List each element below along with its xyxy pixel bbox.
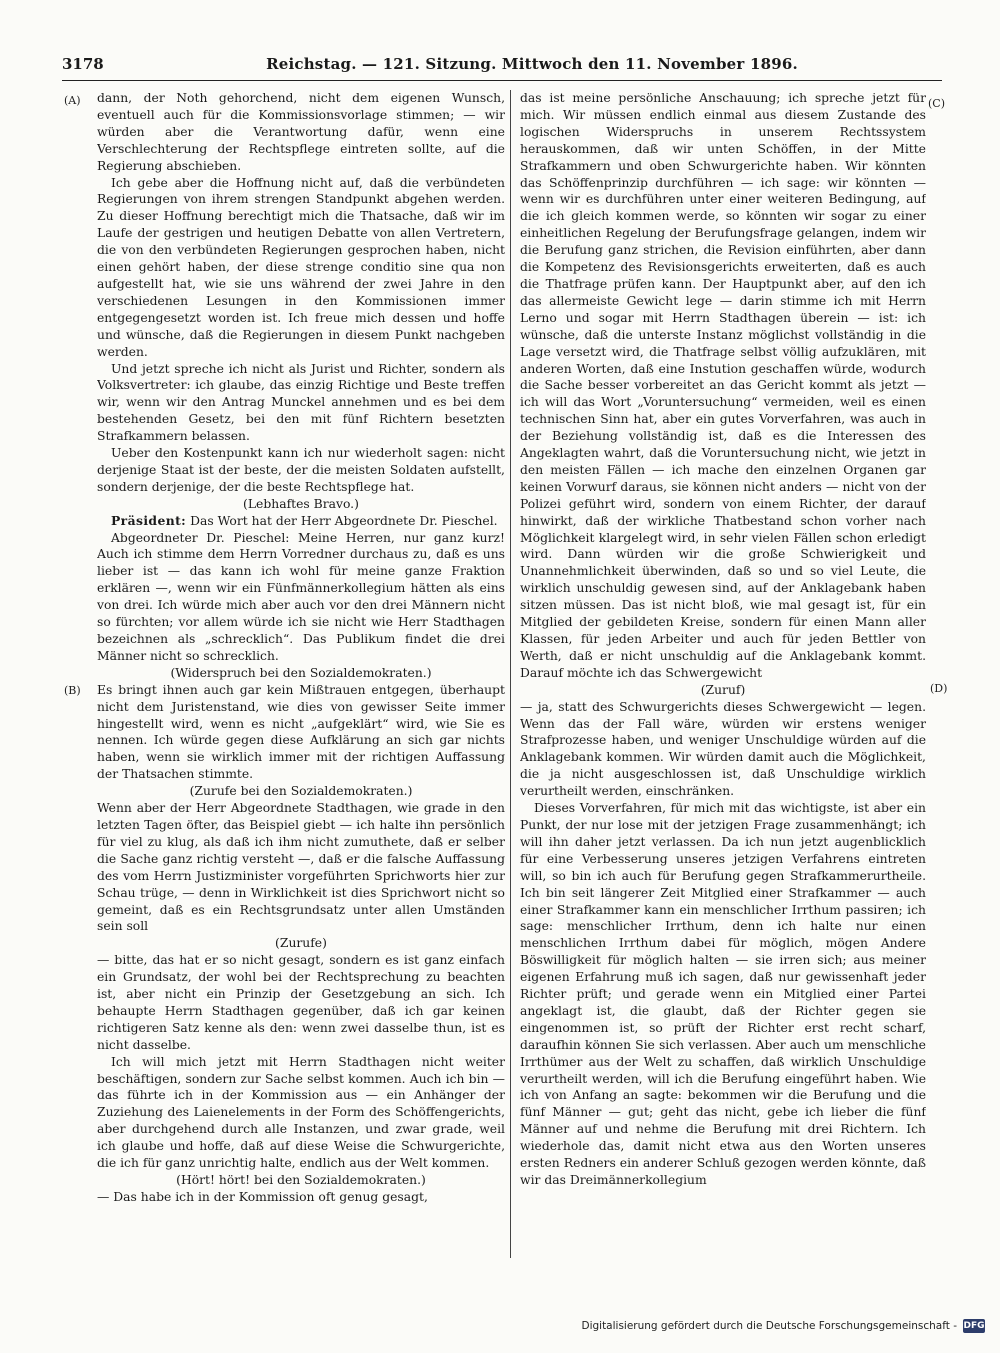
paragraph — [97, 952, 505, 1053]
paragraph-text: das ist meine persönliche Anschauung; ich spreche jetzt für mich. Wir müssen endlich einmal aus diesem Zustande des logischen Widerspruchs in unserem Rechtssystem herauskommen, daß wir unten Schöffen, in der Mitte Strafkammern und oben Schwurgerichte haben. Wir könnten das Schöffenprinzip durchführen — ich sage: wir könnten — wenn wir es durchführen unter einer weiteren Bedingung, auf die ich gleich kommen werde, so könnten wir sogar zu einer einheitlichen Regelung der Berufungsfrage gelangen, indem wir die Berufung ganz strichen, die Revision einführten, aber dann die Kompetenz des Revisionsgerichts erweiterten, daß es auch die Thatfrage prüfen kann. Der Hauptpunkt aber, auf den ich das allermeiste Gewicht lege — darin stimme ich mit Herrn Lerno und sogar mit Herrn Stadthagen überein — ist: ich wünsche, daß die unterste Instanz möglichst vollständig in die Lage versetzt wird, die Thatfrage selbst völlig aufzuklären, mit anderen Worten, daß eine Instution geschaffen würde, wodurch die Sache besser vorbereitet an das Gericht kommt als jetzt — ich will das Wort „Voruntersuchung“ vermeiden, weil es einen technischen Sinn hat, aber ein gutes Vorverfahren, was auch in der Beziehung vollständig ist, daß es die Interessen des Angeklagten wahrt, daß die Voruntersuchung nicht, wie jetzt in den meisten Fällen — ich mache den einzelnen Organen gar keinen Vorwurf daraus, sie können nicht anders — nicht von der Polizei geführt wird, sondern von einem Richter, der darauf hinwirkt, daß der wirkliche Thatbestand schon vorher nach Möglichkeit klargelegt wird, in sehr vielen Fällen schon erledigt wird. Dann würden wir die große Schwierigkeit und Unannehmlichkeit überwinden, daß so und so viel Leute, die wirklich unschuldig gewesen sind, auf der Anklagebank haben sitzen müssen. Das ist nicht bloß, wie mal gesagt ist, für ein Mitglied der gebildeten Kreise, sondern für einen Mann aller Klassen, für jeden Arbeiter und auch für jeden Bettler von Werth, daß er nicht unschuldig auf die Anklagebank kommt. Darauf möchte ich das Schwergewicht — [520, 91, 926, 680]
paragraph-text: (Zuruf) — [700, 682, 746, 697]
paragraph — [97, 800, 505, 935]
interjection — [97, 665, 505, 682]
dfg-logo: DFG — [963, 1321, 985, 1331]
paragraph-text: (Zurufe) — [275, 936, 327, 951]
paragraph-text: (Zurufe bei den Sozialdemokraten.) — [189, 784, 413, 799]
paragraph — [97, 530, 505, 665]
paragraph-text: Ich gebe aber die Hoffnung nicht auf, daß die verbündeten Regierungen von ihrem strengen Standpunkt abgehen werden. Zu dieser Hoffnung berechtigt mich die Thatsache, daß wir im Laufe der gestrigen und heutigen Debatte von allen Vertretern, die von den verbündeten Regierungen gesprochen haben, nicht einen gehört haben, der diese strenge conditio sine qua non aufgestellt hat, wie sie uns während der zwei Jahre in den verschiedenen Lesungen in den Kommissionen immer entgegengesetzt worden ist. Ich freue mich dessen und hoffe und wünsche, daß die Regierungen in diesem Punkt nachgeben werden. — [97, 175, 505, 359]
paragraph-text: (Widerspruch bei den Sozialdemokraten.) — [170, 665, 432, 680]
interjection — [97, 1172, 505, 1189]
interjection — [97, 496, 505, 513]
left-column — [97, 90, 505, 1265]
paragraph-text: dann, der Noth gehorchend, nicht dem eigenen Wunsch, eventuell auch für die Kommissionsvorlage stimmen; — wir würden aber die Verantwortung dafür, wenn eine Verschlechterung der Rechtspflege eintreten sollte, auf die Regierung abschieben. — [97, 91, 505, 173]
speaker-label: Präsident: — [111, 512, 187, 528]
paragraph-text: — ja, statt des Schwurgerichts dieses Schwergewicht — legen. Wenn das der Fall wäre, würden wir erstens weniger Strafprozesse haben, und weniger Unschuldige würden auf die Anklagebank kommen. Wir würden damit auch die Möglichkeit, die ja nicht ausgeschlossen ist, daß Unschuldige wirklich verurtheilt werden, einschränken. — [520, 699, 926, 799]
paragraph-text: (Lebhaftes Bravo.) — [243, 496, 359, 511]
interjection — [520, 682, 926, 699]
interjection — [97, 935, 505, 952]
paragraph-text: (Hört! hört! bei den Sozialdemokraten.) — [176, 1173, 426, 1187]
paragraph — [97, 1054, 505, 1172]
margin-marker-d: (D) — [930, 682, 948, 695]
paragraph-text: Ueber den Kostenpunkt kann ich nur wiederholt sagen: nicht derjenige Staat ist der beste, der die meisten Soldaten aufstellt, sondern derjenige, der die beste Rechtspflege hat. — [97, 446, 505, 494]
paragraph-text: Ich will mich jetzt mit Herrn Stadthagen nicht weiter beschäftigen, sondern zur Sache selbst kommen. Auch ich bin — das führte ich in der Kommission aus — ein Anhänger der Zuziehung des Laienelements in der Form des Schöffengerichts, aber durchgehend durch alle Instanzen, und zwar grade, weil ich glaube und hoffe, daß auf diese Weise die Schwurgerichte, die ich für ganz unrichtig halte, endlich aus der Welt kommen. — [97, 1054, 505, 1171]
margin-marker-b: (B) — [64, 684, 81, 697]
paragraph — [97, 361, 505, 446]
paragraph-text: Es bringt ihnen auch gar kein Mißtrauen entgegen, überhaupt nicht dem Juristenstand, wie dies von gewisser Seite immer hingestellt wird, wenn es nicht „aufgeklärt“ wird, wie Sie es nennen. Ich würde gegen diese Aufklärung an sich gar nichts haben, wenn sie wirklich immer mit der richtigen Auffassung der Thatsachen stimmte. — [97, 682, 505, 782]
paragraph-text: Und jetzt spreche ich nicht als Jurist und Richter, sondern als Volksvertreter: ich glaube, das einzig Richtige und Beste treffen wir, wenn wir den Antrag Munckel annehmen und es bei dem bestehenden Gesetz, bei den mit fünf Richtern besetzten Strafkammern belassen. — [97, 361, 505, 444]
paragraph-text: — bitte, das hat er so nicht gesagt, sondern es ist ganz einfach ein Grundsatz, der wohl bei der Rechtsprechung zu beachten ist, aber nicht ein Prinzip der Gesetzgebung an sich. Ich behaupte Herrn Stadthagen gegenüber, daß ich gar keinen richtigeren Satz kenne als den: wenn zwei dasselbe thun, ist es nicht dasselbe. — [97, 953, 505, 1052]
paragraph — [97, 513, 505, 530]
paragraph-text: Das Wort hat der Herr Abgeordnete Dr. Pieschel. — [186, 513, 498, 528]
footer-credit-text: Digitalisierung gefördert durch die Deutsche Forschungsgemeinschaft - — [581, 1320, 957, 1332]
paragraph-text: Wenn aber der Herr Abgeordnete Stadthagen, wie grade in den letzten Tagen öfter, das Beispiel giebt — ich halte ihn persönlich für viel zu klug, als daß ich ihm nicht zumuthete, daß er selber die Sache ganz richtig versteht —, daß er die falsche Auffassung des vom Herrn Justizminister vorgeführten Sprichworts hier zur Schau trüge, — denn in Wirklichkeit ist dies Sprichwort nicht so gemeint, daß es ein Rechtsgrundsatz unter allen Umständen sein soll — [97, 801, 505, 934]
paragraph-text: — Das habe ich in der Kommission oft genug gesagt, — [97, 1189, 428, 1204]
paragraph — [97, 1189, 505, 1206]
header-rule — [62, 80, 942, 81]
interjection — [97, 783, 505, 800]
paragraph — [97, 175, 505, 361]
paragraph — [520, 90, 926, 682]
paragraph — [97, 90, 505, 175]
right-column — [520, 90, 926, 1265]
paragraph — [97, 445, 505, 496]
margin-marker-a: (A) — [64, 94, 81, 107]
paragraph — [520, 699, 926, 800]
margin-marker-c: (C) — [928, 97, 945, 110]
running-title: Reichstag. — 121. Sitzung. Mittwoch den 11. November 1896. — [266, 55, 798, 73]
paragraph-text: Dieses Vorverfahren, für mich mit das wichtigste, ist aber ein Punkt, der nur lose mit der jetzigen Frage zusammenhängt; ich will ihn daher jetzt verlassen. Da ich nun jetzt augenblicklich für eine Verbesserung unseres jetzigen Verfahrens eintreten will, so bin ich auch für Berufung gegen Strafkammerurtheile. Ich bin seit längerer Zeit Mitglied einer Strafkammer — auch einer Strafkammer kann ein menschlicher Irrthum passiren; ich sage: menschlicher Irrthum, denn ich halte nur einen menschlichen Irrthum dabei für möglich, mögen Andere Böswilligkeit für möglich halten — sie irren sich; aus meiner eigenen Erfahrung muß ich sagen, daß nur gewissenhaft jeder Richter prüft; und gerade wenn ein Mitglied einer Partei angeklagt ist, die glaubt, daß der Richter gegen sie eingenommen ist, so prüft der Richter erst recht scharf, daraufhin können Sie sich verlassen. Aber auch um menschliche Irrthümer aus der Welt zu schaffen, daß wirklich Unschuldige verurtheilt werden, will ich die Berufung eingeführt haben. Wie ich von Anfang an sagte: bekommen wir die Berufung und die fünf Männer — gut; geht das nicht, gebe ich lieber die fünf Männer auf und nehme die Berufung mit drei Richtern. Ich wiederhole das, damit nicht etwa aus den Worten unseres ersten Redners ein anderer Schluß gezogen werden könnte, daß wir das Dreimännerkollegium — [520, 801, 926, 1187]
column-divider — [510, 90, 511, 1258]
running-header — [62, 55, 942, 77]
paragraph-text: Abgeordneter Dr. Pieschel: Meine Herren, nur ganz kurz! Auch ich stimme dem Herrn Vorredner durchaus zu, daß es uns lieber ist — das kann ich wohl für meine ganze Fraktion erklären —, wenn wir ein Fünfmännerkollegium hätten als eins von drei. Ich würde mich aber auch vor den drei Männern nicht so fürchten; vor allem würde ich sie nicht wie Herr Stadthagen bezeichnen als „schrecklich“. Das Publikum findet die drei Männer nicht so schrecklich. — [97, 530, 505, 663]
paragraph — [520, 800, 926, 1189]
footer-credit — [520, 1316, 985, 1336]
paragraph — [97, 682, 505, 783]
page-number: 3178 — [62, 55, 104, 73]
